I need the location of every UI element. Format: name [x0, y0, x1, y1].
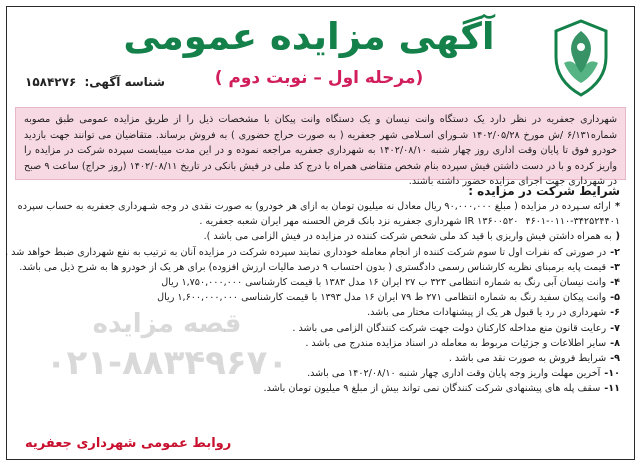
item-text: به همراه داشتن فیش واریزی با قید کد ملی شخص شرکت کننده در مزایده در فیش الزامی می باشد ).: [203, 231, 612, 243]
item-text: در صورتی که نفرات اول تا سوم شرکت کننده از انجام معامله خودداری نمایند سپرده شرکت در مزایده آنان به ترتیب به نفع شهرداری ضبط خواهد شد .: [5, 246, 607, 258]
notice-subtitle: (مرحله اول – نوبت دوم ): [214, 68, 424, 88]
item-lead: ۵-: [610, 292, 620, 304]
notice-frame: [6, 6, 635, 460]
notice-id-number: ۱۵۸۴۲۷۶: [25, 75, 77, 89]
notice-id: [21, 75, 165, 89]
conditions-title: شرایط شرکت در مزایده :: [468, 184, 620, 198]
item-text: شرایط فروش به صورت نقد می باشد .: [448, 353, 607, 365]
footer-signature: روابط عمومی شهرداری جعفریه: [25, 436, 232, 451]
item-text: قیمت پایه برمبنای نظریه کارشناس رسمی دادگستری ( بدون احتساب ۹ درصد مالیات ارزش افزوده) برای هر یک از خودرو ها به شرح ذیل می باشد.: [19, 261, 607, 273]
item-text: سایر اطلاعات و جزئیات مربوط به معامله در اسناد مزایده مندرج می باشد .: [305, 337, 607, 349]
list-item: [19, 351, 620, 366]
list-item: [19, 336, 620, 351]
item-lead: ۳-: [610, 261, 620, 273]
list-item: [19, 260, 620, 275]
item-lead: ۲-: [610, 246, 620, 258]
item-lead: (: [615, 231, 620, 243]
item-text: شهرداری در رد یا قبول هر یک از پیشنهادات مختار می باشد.: [367, 307, 607, 319]
list-item: [19, 275, 620, 290]
list-item: [19, 199, 620, 214]
list-item: [19, 366, 620, 381]
list-item: [5, 245, 620, 260]
item-lead: ۱۱-: [604, 383, 620, 395]
item-lead: ۶-: [610, 307, 620, 319]
item-text: آخرین مهلت واریز وجه پایان وقت اداری چهار شنبه ۱۴۰۲/۰۸/۱۰ می باشد.: [307, 368, 601, 380]
item-lead: *: [614, 201, 620, 212]
list-item: [19, 229, 620, 244]
notice-header: [7, 7, 634, 107]
watermark-phone: ۰۲۱-۸۸۳۴۹۶۷۰: [45, 343, 289, 383]
municipality-logo-icon: [544, 17, 618, 99]
item-text: ارائه سـپرده در مزایده ( مبلغ ۹۰,۰۰۰,۰۰۰ ریال معادل نه میلیون تومان به ازای هر خودرو) به صورت نقدی در وجه شـهرداری جعفریه به حساب سپرده: [17, 201, 611, 212]
item-text: رعایت قانون منع مداخله کارکنان دولت جهت شرکت کنندگان الزامی می باشد .: [292, 322, 607, 334]
list-item: [19, 290, 620, 305]
item-text: وانت پیکان سفید رنگ به شماره انتظامی ۲۷۱ ط ۷۹ ایران ۱۶ مدل ۱۳۹۳ با قیمت کارشناسی ۱,۶۰۰,۰۰۰,۰۰۰ ریال: [157, 292, 607, 304]
item-lead: ۹-: [610, 353, 620, 365]
notice-title: آگهی مزایده عمومی: [123, 15, 495, 58]
item-text: سقف پله های پیشنهادی شرکت کنندگان نمی تواند بیش از مبلغ ۹ میلیون تومان باشد.: [263, 383, 601, 395]
item-lead: ۴-: [610, 277, 620, 289]
item-text: ۴۶۰۱-۰۱۱۰-۳۴۲۵۲۴۴۰۱ IR ۱۳۶۰۰۵۲۰ شهرداری جعفریه نزد بانک قرض الحسنه مهر ایران شعبه جعفریه .: [199, 216, 620, 228]
item-lead: ۸-: [610, 337, 620, 349]
item-text: وانت نیسان آبی رنگ به شماره انتظامی ۳۲۳ ب ۲۷ ایران ۱۶ مدل ۱۳۸۳ با قیمت کارشناسی ۱,۷۵۰,۰۰۰,۰۰۰ ریال: [161, 277, 607, 289]
list-item: [19, 305, 620, 320]
item-lead: ۷-: [610, 322, 620, 334]
item-lead: ۱۰-: [604, 368, 620, 380]
list-item: [19, 321, 620, 336]
list-item: [19, 381, 620, 396]
intro-paragraph: شهرداری جعفریه در نظر دارد یک دستگاه وانت نیسان و یک دستگاه وانت پیکان با مشخصات ذیل را از طریق مزایده عمومی طبق مصوبه شماره۶/۱۳۱ /ش مورخ ۱۴۰۲/۰۵/۲۸ شـورای اسـلامی شهر جعفریه ( به صورت حراج حضوری ) به فروش برساند. متقاضیان می توانند جهت بازدید خودرو فوق تا پایان وقت اداری روز چهار شنبه ۱۴۰۲/۰۸/۱۰ به شهرداری جعفریه مراجعه نموده و در این مدت میبایست سپرده شرکت در مزایده را واریز کرده و با در دست داشتن فیش سپرده بنام شخص متقاضی همراه با درج کد ملی در فیش بانکی در تاریخ ۱۴۰۲/۰۸/۱۱ (روز حراج) ساعت ۹ صبح در شهرداری جهت اجرای مزایده حضور داشته باشند.: [15, 107, 626, 180]
list-item: [19, 214, 620, 229]
watermark-text: قصه مزایده: [92, 309, 242, 339]
conditions-list: [5, 199, 620, 397]
notice-id-label: شناسه آگهی:: [84, 75, 165, 89]
